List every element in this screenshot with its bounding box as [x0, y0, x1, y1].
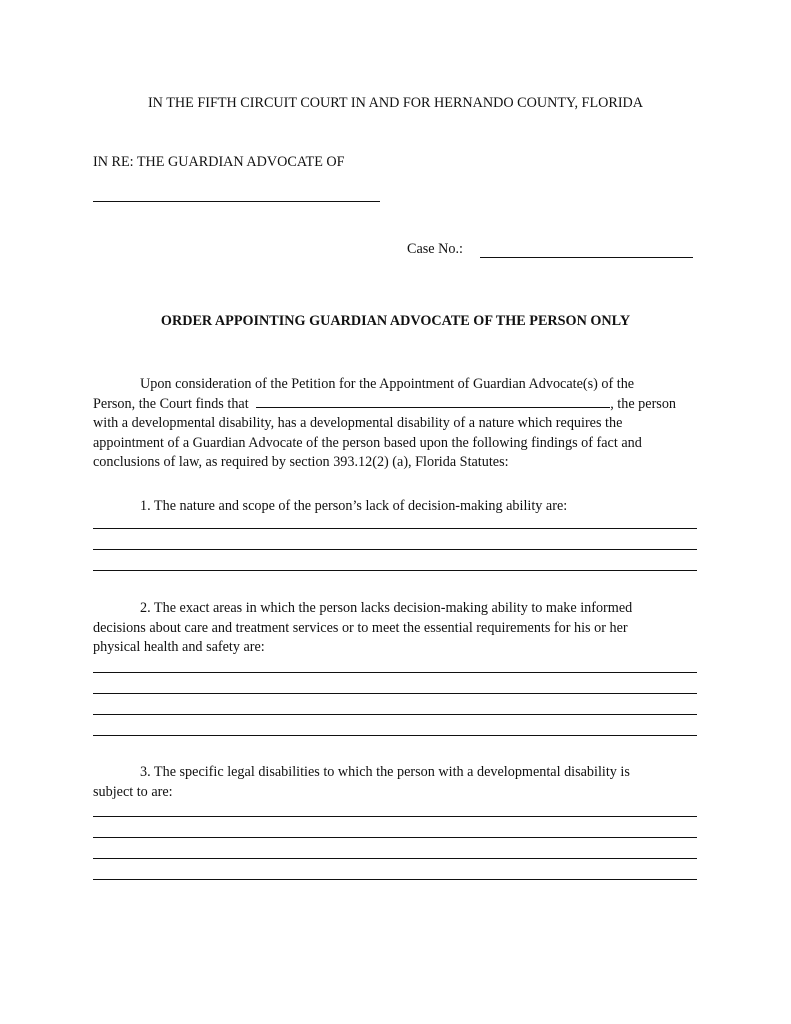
- document-title: ORDER APPOINTING GUARDIAN ADVOCATE OF THE PERSON ONLY: [160, 313, 631, 329]
- finding-2-blank-2[interactable]: [93, 693, 697, 694]
- intro-line-5: conclusions of law, as required by section 393.12(2) (a), Florida Statutes:: [93, 454, 509, 470]
- ward-name-blank[interactable]: [93, 201, 380, 202]
- finding-3-paragraph: [93, 763, 697, 802]
- finding-3-blank-1[interactable]: [93, 816, 697, 817]
- case-number-blank[interactable]: [480, 257, 693, 258]
- finding-3-line-2: subject to are:: [93, 783, 173, 800]
- finding-2-blank-1[interactable]: [93, 672, 697, 673]
- finding-1-text: 1. The nature and scope of the person’s lack of decision-making ability are:: [140, 498, 568, 514]
- intro-line-2-end: , the person: [610, 395, 677, 412]
- intro-paragraph: [93, 375, 697, 473]
- finding-1-blank-3[interactable]: [93, 570, 697, 571]
- intro-line-2-start: Person, the Court finds that: [93, 395, 249, 412]
- case-number-label: Case No.:: [407, 241, 463, 257]
- finding-2-line-2: decisions about care and treatment services or to meet the essential requirements for his or her: [93, 619, 628, 636]
- finding-3-line-1: 3. The specific legal disabilities to which the person with a developmental disability is: [140, 764, 630, 780]
- finding-2-blank-3[interactable]: [93, 714, 697, 715]
- finding-2-line-3: physical health and safety are:: [93, 639, 265, 655]
- intro-line-2: [93, 395, 697, 415]
- finding-1-blank-2[interactable]: [93, 549, 697, 550]
- intro-line-1: Upon consideration of the Petition for the Appointment of Guardian Advocate(s) of the: [140, 376, 635, 392]
- intro-line-3: with a developmental disability, has a developmental disability of a nature which requires the: [93, 415, 623, 431]
- court-heading: IN THE FIFTH CIRCUIT COURT IN AND FOR HERNANDO COUNTY, FLORIDA: [147, 95, 644, 111]
- finding-2-line-1: 2. The exact areas in which the person lacks decision-making ability to make informed: [140, 600, 633, 616]
- finding-3-blank-3[interactable]: [93, 858, 697, 859]
- finding-2-paragraph: [93, 599, 697, 658]
- in-re-line: IN RE: THE GUARDIAN ADVOCATE OF: [93, 154, 345, 170]
- finding-2-blank-4[interactable]: [93, 735, 697, 736]
- finding-3-blank-2[interactable]: [93, 837, 697, 838]
- finding-1-blank-1[interactable]: [93, 528, 697, 529]
- intro-line-4: appointment of a Guardian Advocate of the person based upon the following findings of fact and: [93, 434, 642, 451]
- finding-3-blank-4[interactable]: [93, 879, 697, 880]
- person-name-blank[interactable]: [256, 395, 610, 408]
